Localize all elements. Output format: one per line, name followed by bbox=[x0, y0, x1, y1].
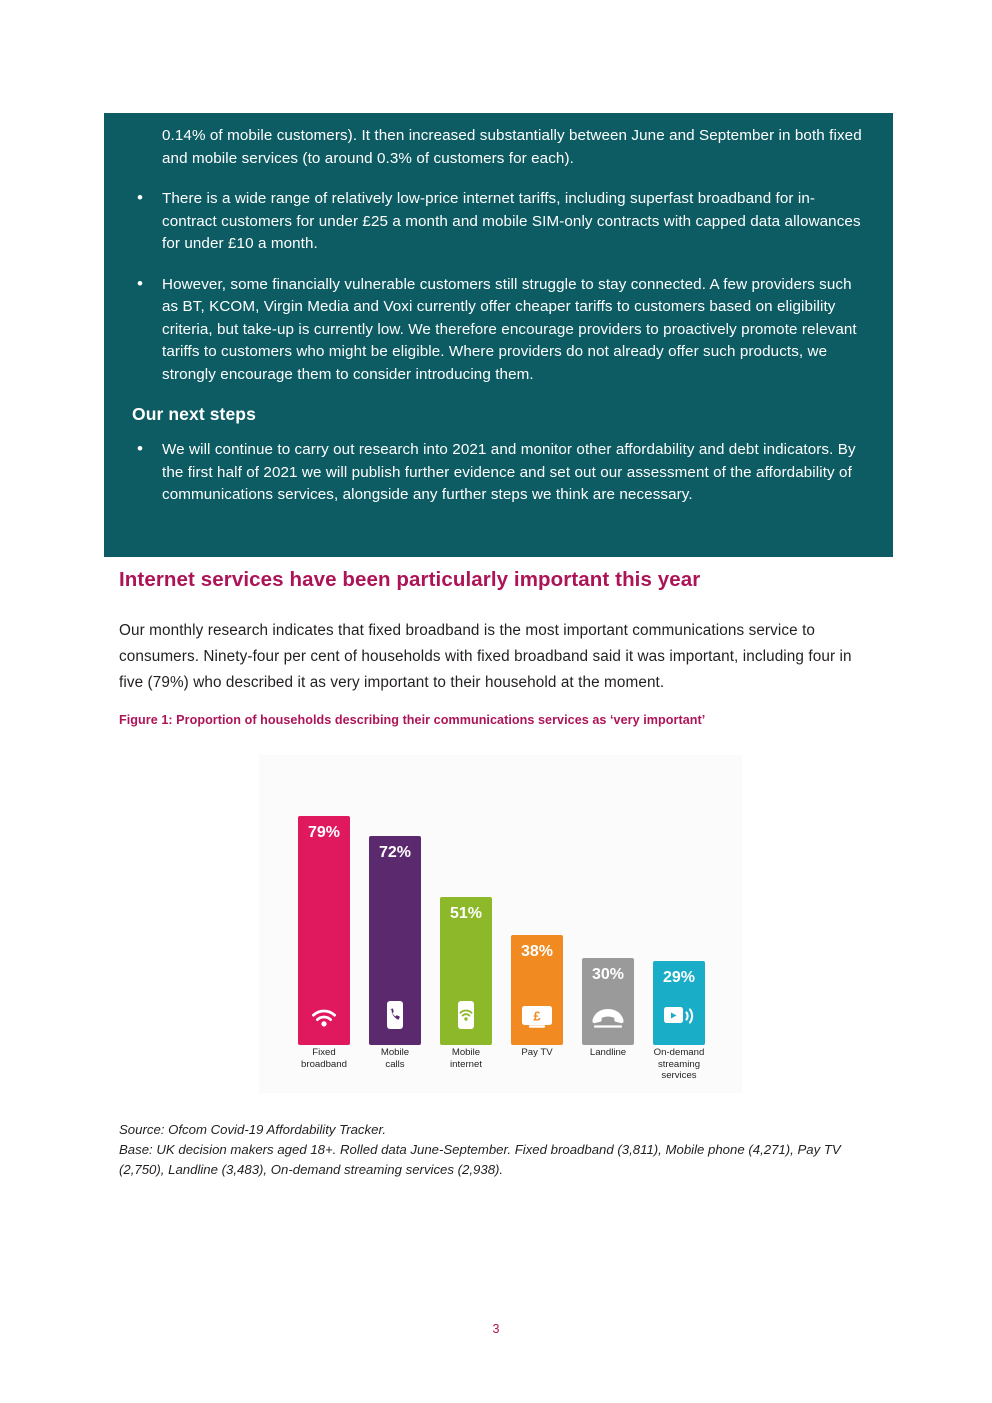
bar-value-label: 79% bbox=[307, 824, 341, 841]
bar-column bbox=[653, 755, 705, 1045]
landline-phone-icon bbox=[582, 1006, 634, 1035]
bar bbox=[653, 961, 705, 1045]
bullet-dot-icon: • bbox=[137, 188, 144, 207]
wifi-icon bbox=[298, 1006, 350, 1035]
bar-value-label: 51% bbox=[449, 905, 483, 922]
bar-column bbox=[511, 755, 563, 1045]
bar bbox=[511, 935, 563, 1045]
callout-bullet-text: There is a wide range of relatively low-price internet tariffs, including superfast broadband for in-contract customers for under £25 a month and mobile SIM-only contracts with capped data allowances for under £10 a month. bbox=[162, 190, 861, 252]
next-steps-bullet-text: We will continue to carry out research into 2021 and monitor other affordability and debt indicators. By the first half of 2021 we will publish further evidence and set out our assessment of the affordability of communications services, alongside any further steps we think are necessary. bbox=[162, 441, 856, 503]
category-label: Mobile internet bbox=[450, 1047, 482, 1070]
callout-bullet-text: However, some financially vulnerable customers still struggle to stay connected. A few providers such as BT, KCOM, Virgin Media and Voxi currently offer cheaper tariffs to customers based on eligibility criteria, but take-up is currently low. We therefore encourage providers to proactively promote relevant tariffs to customers who might be eligible. Where providers do not already offer such products, we strongly encourage them to consider introducing them. bbox=[162, 275, 857, 383]
callout-bullet-item bbox=[137, 188, 869, 256]
streaming-play-icon bbox=[653, 1004, 705, 1035]
bar-value-label: 30% bbox=[591, 966, 625, 983]
figure-caption: Figure 1: Proportion of households describing their communications services as ‘very important’ bbox=[119, 713, 706, 727]
bar-column bbox=[582, 755, 634, 1045]
section-paragraph: Our monthly research indicates that fixed broadband is the most important communications service to consumers. Ninety-four per cent of households with fixed broadband said it was important, including four in five (79%) who described it as very important to their household at the moment. bbox=[119, 622, 852, 691]
page-number: 3 bbox=[492, 1322, 500, 1336]
summary-callout-box bbox=[104, 113, 893, 557]
bar bbox=[298, 816, 350, 1045]
source-line-2: Base: UK decision makers aged 18+. Rolled data June-September. Fixed broadband (3,811), Mobile phone (4,271), Pay TV (2,750), Landline (3,483), On-demand streaming services (2,938). bbox=[119, 1142, 841, 1177]
svg-text:£: £ bbox=[533, 1008, 541, 1024]
bar-value-label: 38% bbox=[520, 943, 554, 960]
chart-category-labels bbox=[259, 1047, 742, 1093]
callout-lead-text: 0.14% of mobile customers). It then increased substantially between June and September in both fixed and mobile services (to around 0.3% of customers for each). bbox=[162, 127, 862, 167]
callout-bullet-list bbox=[118, 188, 869, 386]
category-label: Pay TV bbox=[521, 1047, 553, 1058]
bar-column bbox=[440, 755, 492, 1045]
section-heading: Internet services have been particularly important this year bbox=[119, 568, 701, 591]
bullet-dot-icon: • bbox=[137, 439, 144, 458]
bar bbox=[369, 836, 421, 1045]
bar-column bbox=[369, 755, 421, 1045]
smartphone-signal-icon bbox=[440, 1000, 492, 1035]
category-label: Landline bbox=[589, 1047, 627, 1058]
category-label: On-demand streaming services bbox=[653, 1047, 705, 1081]
bar-value-label: 72% bbox=[378, 844, 412, 861]
source-note bbox=[119, 1120, 879, 1180]
bar-column bbox=[298, 755, 350, 1045]
figure-1-bar-chart bbox=[259, 755, 742, 1093]
next-steps-heading: Our next steps bbox=[132, 404, 256, 424]
next-steps-bullet-list bbox=[118, 439, 869, 507]
pound-tv-icon bbox=[511, 1004, 563, 1035]
bar bbox=[440, 897, 492, 1045]
bar-value-label: 29% bbox=[662, 969, 696, 986]
category-label: Mobile calls bbox=[380, 1047, 410, 1070]
chart-plot-area bbox=[259, 755, 742, 1045]
category-label: Fixed broadband bbox=[301, 1047, 347, 1070]
callout-bullet-item bbox=[137, 273, 869, 387]
next-steps-bullet-item bbox=[137, 439, 869, 507]
bar bbox=[582, 958, 634, 1045]
bullet-dot-icon: • bbox=[137, 273, 144, 293]
phone-handset-icon bbox=[369, 1000, 421, 1035]
source-line-1: Source: Ofcom Covid-19 Affordability Tracker. bbox=[119, 1122, 387, 1137]
